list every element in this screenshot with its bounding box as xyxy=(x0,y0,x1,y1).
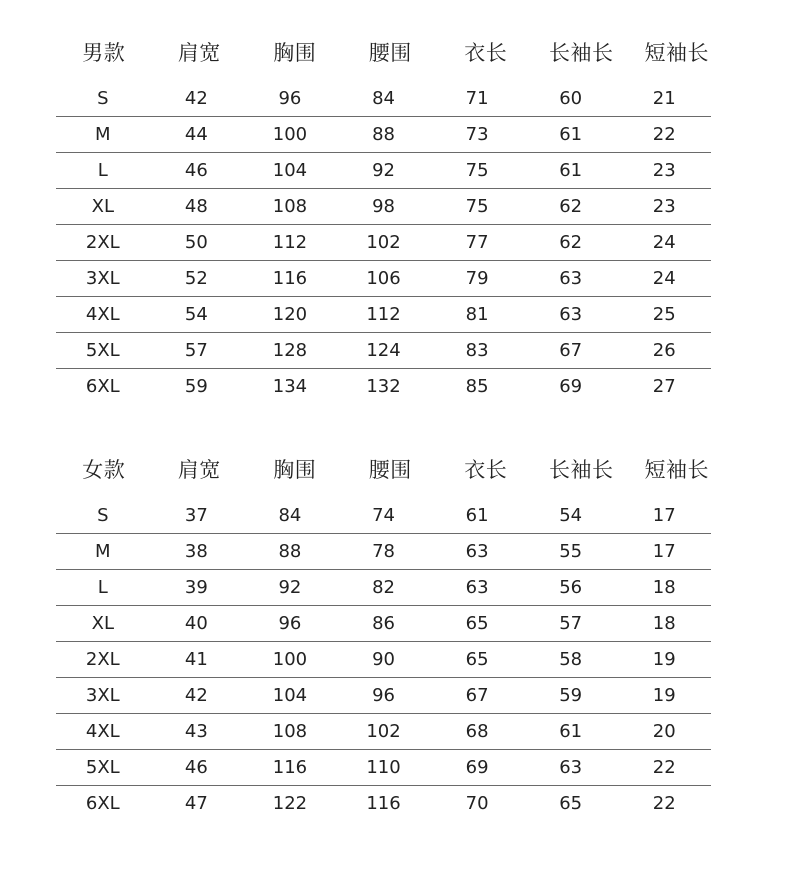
measurement-cell: 84 xyxy=(278,505,302,526)
table-row xyxy=(56,606,711,642)
measurement-cell: 96 xyxy=(278,88,302,109)
measurement-cell: 23 xyxy=(652,160,676,181)
women-size-table xyxy=(56,447,736,821)
measurement-cell: 112 xyxy=(366,304,401,325)
measurement-cell: 46 xyxy=(184,757,208,778)
measurement-cell: 17 xyxy=(652,541,676,562)
measurement-cell: 19 xyxy=(652,685,676,706)
table-row xyxy=(56,81,711,117)
size-label: L xyxy=(97,577,108,598)
measurement-cell: 44 xyxy=(184,124,208,145)
measurement-cell: 71 xyxy=(465,88,489,109)
measurement-cell: 116 xyxy=(366,793,401,814)
measurement-cell: 83 xyxy=(465,340,489,361)
size-label: 2XL xyxy=(85,649,120,670)
measurement-cell: 21 xyxy=(652,88,676,109)
measurement-cell: 18 xyxy=(652,577,676,598)
measurement-cell: 20 xyxy=(652,721,676,742)
measurement-cell: 92 xyxy=(278,577,302,598)
measurement-cell: 42 xyxy=(184,685,208,706)
size-label: S xyxy=(97,88,109,109)
measurement-cell: 61 xyxy=(559,721,583,742)
men-header-shoulder: 肩宽 xyxy=(177,41,221,65)
table-row xyxy=(56,189,711,225)
measurement-cell: 102 xyxy=(366,232,401,253)
measurement-cell: 67 xyxy=(559,340,583,361)
women-header-long-sleeve: 长袖长 xyxy=(549,458,614,482)
men-header-length: 衣长 xyxy=(464,41,508,65)
measurement-cell: 52 xyxy=(184,268,208,289)
table-row xyxy=(56,678,711,714)
measurement-cell: 63 xyxy=(559,304,583,325)
measurement-cell: 39 xyxy=(184,577,208,598)
table-row xyxy=(56,786,711,821)
measurement-cell: 38 xyxy=(184,541,208,562)
measurement-cell: 61 xyxy=(559,160,583,181)
table-row xyxy=(56,153,711,189)
measurement-cell: 69 xyxy=(559,376,583,397)
measurement-cell: 63 xyxy=(465,577,489,598)
size-label: 3XL xyxy=(85,268,120,289)
measurement-cell: 104 xyxy=(272,160,308,181)
size-label: 3XL xyxy=(85,685,120,706)
measurement-cell: 23 xyxy=(652,196,676,217)
measurement-cell: 57 xyxy=(559,613,583,634)
measurement-cell: 124 xyxy=(366,340,401,361)
measurement-cell: 42 xyxy=(184,88,208,109)
measurement-cell: 24 xyxy=(652,232,676,253)
measurement-cell: 70 xyxy=(465,793,489,814)
measurement-cell: 54 xyxy=(559,505,583,526)
table-row xyxy=(56,714,711,750)
measurement-cell: 65 xyxy=(559,793,583,814)
table-row xyxy=(56,534,711,570)
measurement-cell: 61 xyxy=(465,505,489,526)
measurement-cell: 56 xyxy=(559,577,583,598)
measurement-cell: 74 xyxy=(372,505,395,526)
size-label: XL xyxy=(91,613,114,634)
table-row xyxy=(56,261,711,297)
measurement-cell: 37 xyxy=(184,505,208,526)
size-label: 5XL xyxy=(85,757,120,778)
measurement-cell: 59 xyxy=(184,376,208,397)
measurement-cell: 25 xyxy=(652,304,676,325)
measurement-cell: 108 xyxy=(272,196,308,217)
women-header-chest: 胸围 xyxy=(273,458,317,482)
measurement-cell: 85 xyxy=(465,376,489,397)
measurement-cell: 22 xyxy=(652,124,676,145)
women-header-short-sleeve: 短袖长 xyxy=(644,458,709,482)
table-row xyxy=(56,750,711,786)
men-header-short-sleeve: 短袖长 xyxy=(644,41,709,65)
measurement-cell: 17 xyxy=(652,505,676,526)
measurement-cell: 63 xyxy=(559,268,583,289)
measurement-cell: 67 xyxy=(465,685,489,706)
measurement-cell: 104 xyxy=(272,685,308,706)
measurement-cell: 116 xyxy=(272,757,308,778)
table-row xyxy=(56,117,711,153)
measurement-cell: 77 xyxy=(465,232,489,253)
measurement-cell: 47 xyxy=(184,793,208,814)
measurement-cell: 65 xyxy=(465,613,489,634)
measurement-cell: 22 xyxy=(652,757,676,778)
measurement-cell: 18 xyxy=(652,613,676,634)
measurement-cell: 55 xyxy=(559,541,583,562)
measurement-cell: 96 xyxy=(278,613,302,634)
size-label: 4XL xyxy=(85,721,120,742)
measurement-cell: 92 xyxy=(372,160,395,181)
measurement-cell: 120 xyxy=(272,304,308,325)
men-size-table xyxy=(56,30,736,404)
measurement-cell: 84 xyxy=(372,88,395,109)
measurement-cell: 100 xyxy=(272,649,308,670)
size-label: L xyxy=(97,160,108,181)
measurement-cell: 57 xyxy=(184,340,208,361)
measurement-cell: 19 xyxy=(652,649,676,670)
measurement-cell: 116 xyxy=(272,268,308,289)
measurement-cell: 98 xyxy=(372,196,395,217)
measurement-cell: 108 xyxy=(272,721,308,742)
measurement-cell: 82 xyxy=(372,577,395,598)
measurement-cell: 81 xyxy=(465,304,489,325)
measurement-cell: 102 xyxy=(366,721,401,742)
size-label: 6XL xyxy=(85,793,120,814)
measurement-cell: 48 xyxy=(184,196,208,217)
size-label: 4XL xyxy=(85,304,120,325)
men-data-rows xyxy=(81,81,711,404)
measurement-cell: 110 xyxy=(366,757,401,778)
measurement-cell: 46 xyxy=(184,160,208,181)
measurement-cell: 40 xyxy=(184,613,208,634)
table-row xyxy=(56,225,711,261)
measurement-cell: 41 xyxy=(184,649,208,670)
measurement-cell: 27 xyxy=(652,376,676,397)
women-header-category: 女款 xyxy=(82,458,126,482)
measurement-cell: 88 xyxy=(278,541,302,562)
measurement-cell: 86 xyxy=(372,613,395,634)
measurement-cell: 78 xyxy=(372,541,395,562)
table-row xyxy=(56,369,711,404)
measurement-cell: 90 xyxy=(372,649,395,670)
women-header-shoulder: 肩宽 xyxy=(177,458,221,482)
table-row xyxy=(56,642,711,678)
measurement-cell: 73 xyxy=(465,124,489,145)
measurement-cell: 59 xyxy=(559,685,583,706)
size-label: XL xyxy=(91,196,114,217)
table-row xyxy=(56,570,711,606)
measurement-cell: 63 xyxy=(465,541,489,562)
measurement-cell: 75 xyxy=(465,196,489,217)
measurement-cell: 22 xyxy=(652,793,676,814)
measurement-cell: 100 xyxy=(272,124,308,145)
measurement-cell: 134 xyxy=(272,376,308,397)
men-header-long-sleeve: 长袖长 xyxy=(549,41,614,65)
measurement-cell: 68 xyxy=(465,721,489,742)
table-row xyxy=(56,498,711,534)
men-header-waist: 腰围 xyxy=(368,41,412,65)
size-label: 5XL xyxy=(85,340,120,361)
size-label: S xyxy=(97,505,109,526)
measurement-cell: 132 xyxy=(366,376,401,397)
measurement-cell: 112 xyxy=(272,232,308,253)
measurement-cell: 63 xyxy=(559,757,583,778)
men-header-category: 男款 xyxy=(82,41,126,65)
measurement-cell: 62 xyxy=(559,232,583,253)
size-label: 6XL xyxy=(85,376,120,397)
measurement-cell: 75 xyxy=(465,160,489,181)
measurement-cell: 106 xyxy=(366,268,401,289)
measurement-cell: 26 xyxy=(652,340,676,361)
measurement-cell: 43 xyxy=(184,721,208,742)
women-header-waist: 腰围 xyxy=(368,458,412,482)
size-label: M xyxy=(95,541,111,562)
measurement-cell: 24 xyxy=(652,268,676,289)
measurement-cell: 88 xyxy=(372,124,395,145)
measurement-cell: 79 xyxy=(465,268,489,289)
women-header-length: 衣长 xyxy=(464,458,508,482)
table-row xyxy=(56,333,711,369)
measurement-cell: 60 xyxy=(559,88,583,109)
measurement-cell: 50 xyxy=(184,232,208,253)
measurement-cell: 96 xyxy=(372,685,395,706)
women-header-row xyxy=(56,447,736,491)
measurement-cell: 58 xyxy=(559,649,583,670)
measurement-cell: 69 xyxy=(465,757,489,778)
women-data-rows xyxy=(81,498,711,821)
men-header-chest: 胸围 xyxy=(273,41,317,65)
measurement-cell: 61 xyxy=(559,124,583,145)
size-label: M xyxy=(95,124,111,145)
men-header-row xyxy=(56,30,736,74)
table-row xyxy=(56,297,711,333)
measurement-cell: 65 xyxy=(465,649,489,670)
measurement-cell: 128 xyxy=(272,340,308,361)
measurement-cell: 54 xyxy=(184,304,208,325)
measurement-cell: 62 xyxy=(559,196,583,217)
size-label: 2XL xyxy=(85,232,120,253)
measurement-cell: 122 xyxy=(272,793,308,814)
